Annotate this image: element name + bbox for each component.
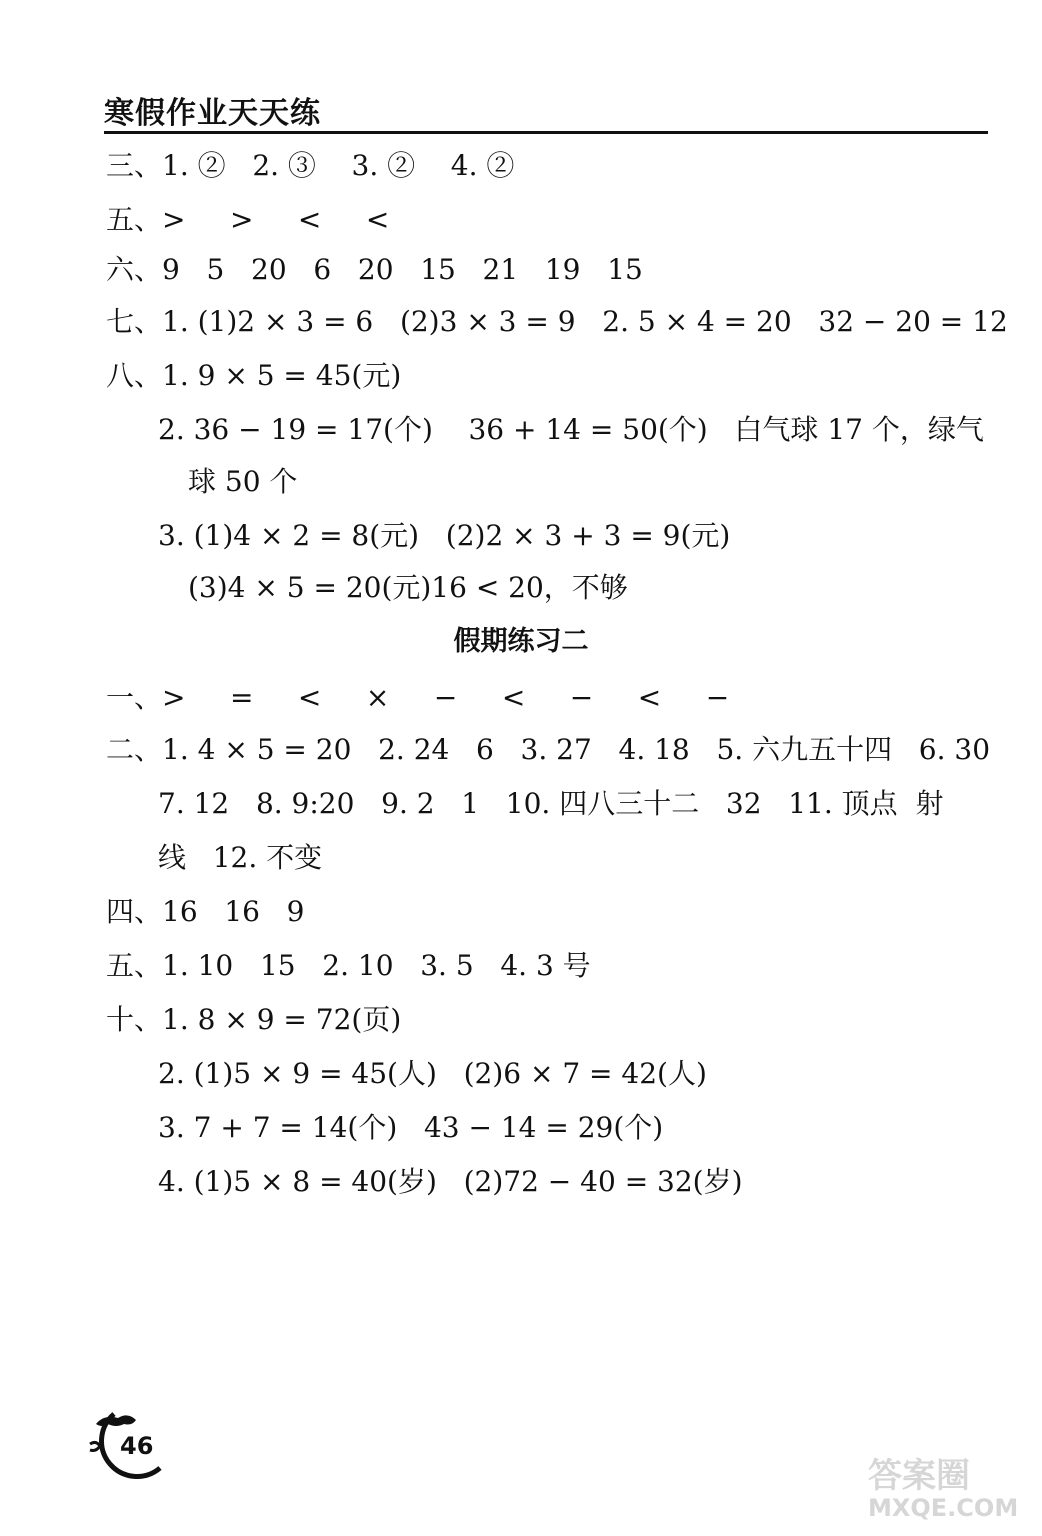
answer-line-8: 八、1. 9 × 5 = 45(元) bbox=[106, 359, 402, 392]
answer-line-2: 二、1. 4 × 5 = 20 2. 24 6 3. 27 4. 18 5. 六九五十四 6. 30 bbox=[106, 733, 991, 766]
answer-line-10: 十、1. 8 × 9 = 72(页) bbox=[106, 1003, 402, 1036]
section-title: 假期练习二 bbox=[453, 626, 589, 657]
answer-line-4: 四、16 16 9 bbox=[106, 895, 305, 928]
page-header-title: 寒假作业天天练 bbox=[104, 96, 321, 131]
answer-line-10-4: 4. (1)5 × 8 = 40(岁) (2)72 − 40 = 32(岁) bbox=[158, 1165, 743, 1198]
answer-line-10-3: 3. 7 + 7 = 14(个) 43 − 14 = 29(个) bbox=[158, 1111, 664, 1144]
answer-line-8-2: 2. 36 − 19 = 17(个) 36 + 14 = 50(个) 白气球 17 个，绿气 bbox=[158, 413, 984, 446]
answer-line-2-cont: 7. 12 8. 9:20 9. 2 1 10. 四八三十二 32 11. 顶点 射 bbox=[158, 787, 944, 820]
answer-line-7: 七、1. (1)2 × 3 = 6 (2)3 × 3 = 9 2. 5 × 4 = 20 32 − 20 = 12 bbox=[106, 305, 1008, 338]
answer-line-2-cont2: 线 12. 不变 bbox=[158, 841, 323, 874]
watermark-url: MXQE.COM bbox=[868, 1494, 1019, 1522]
answer-line-8-2-cont: 球 50 个 bbox=[188, 465, 298, 498]
answer-line-8-3-cont: (3)4 × 5 = 20(元)16 < 20，不够 bbox=[188, 571, 628, 604]
answer-line-8-3: 3. (1)4 × 2 = 8(元) (2)2 × 3 + 3 = 9(元) bbox=[158, 519, 731, 552]
answer-line-3: 三、1. ② 2. ③ 3. ② 4. ② bbox=[106, 149, 515, 182]
answer-line-1: 一、> = < × − < − < − bbox=[106, 681, 730, 714]
page-number: 46 bbox=[120, 1432, 154, 1460]
header-divider bbox=[104, 131, 988, 134]
answer-line-6: 六、9 5 20 6 20 15 21 19 15 bbox=[106, 253, 643, 286]
answer-line-5b: 五、1. 10 15 2. 10 3. 5 4. 3 号 bbox=[106, 949, 591, 982]
watermark-logo: 答案圈 bbox=[868, 1456, 970, 1496]
answer-line-10-2: 2. (1)5 × 9 = 45(人) (2)6 × 7 = 42(人) bbox=[158, 1057, 707, 1090]
answer-line-5: 五、> > < < bbox=[106, 203, 390, 236]
